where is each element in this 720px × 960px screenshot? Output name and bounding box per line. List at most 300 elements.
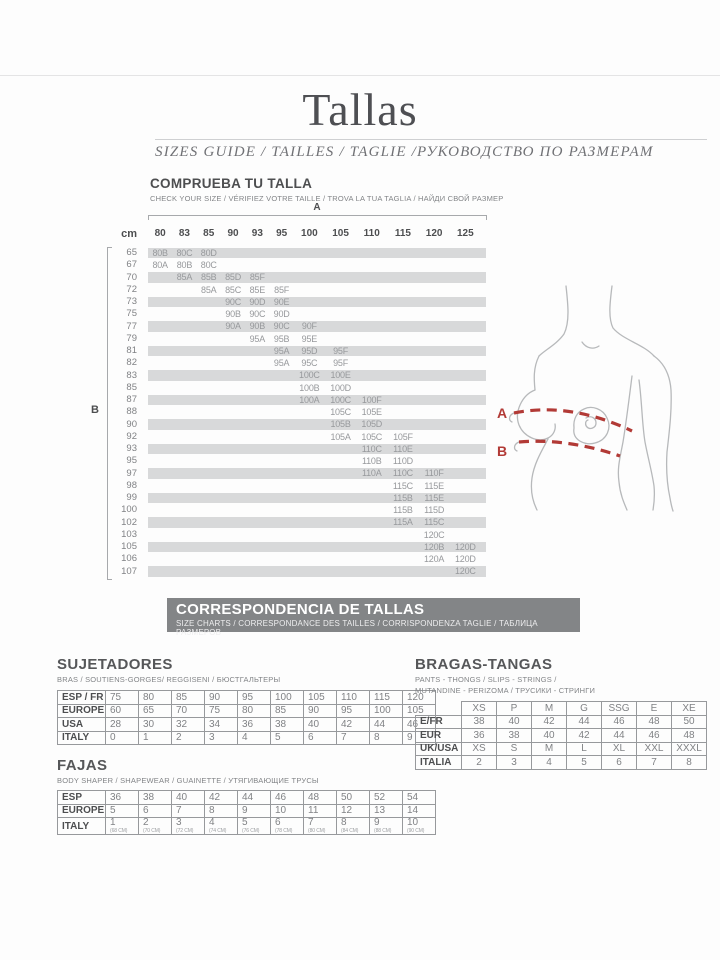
size-cell	[325, 542, 356, 553]
size-cell	[356, 260, 387, 271]
matrix-row-label: 107	[121, 565, 137, 577]
size-cell	[172, 346, 196, 357]
size-cell	[148, 566, 172, 577]
matrix-row-label: 72	[126, 283, 137, 295]
size-cell	[294, 481, 325, 492]
table-value-cell: 90	[205, 691, 238, 705]
table-value-cell: 50	[337, 791, 370, 805]
size-cell	[325, 248, 356, 259]
table-value-cell	[238, 818, 271, 835]
table-row-label: ESP / FR	[58, 691, 106, 705]
matrix-row	[148, 566, 486, 578]
size-cell	[221, 358, 245, 369]
size-cell	[221, 481, 245, 492]
size-cell: 90A	[225, 321, 241, 332]
size-cell	[148, 309, 172, 320]
table-value-cell: 12	[337, 804, 370, 818]
size-cell	[325, 554, 356, 565]
table-value-cell: 52	[370, 791, 403, 805]
size-cell	[387, 260, 418, 271]
size-cell	[172, 481, 196, 492]
matrix-row-label: 81	[126, 345, 137, 356]
size-cell	[245, 395, 269, 406]
size-cell	[197, 456, 221, 467]
size-cell	[197, 505, 221, 516]
size-cell	[269, 260, 293, 271]
matrix-row-label: 87	[126, 394, 137, 405]
table-row-label: ITALY	[58, 731, 106, 745]
size-cell	[387, 554, 418, 565]
size-cell	[356, 248, 387, 259]
size-cell: 90C	[249, 309, 266, 320]
size-cell	[450, 505, 481, 516]
matrix-row-label: 93	[126, 443, 137, 454]
table-value-cell: 65	[139, 704, 172, 718]
size-cell	[356, 566, 387, 577]
table-value-cell: 5	[567, 756, 602, 770]
size-cell: 100D	[330, 382, 351, 393]
table-value-cell: 85	[172, 691, 205, 705]
size-cell	[269, 456, 293, 467]
size-cell	[245, 383, 269, 394]
table-value-cell: L	[567, 742, 602, 756]
size-cell	[197, 432, 221, 443]
size-cell	[172, 517, 196, 528]
matrix-row	[148, 382, 486, 394]
matrix-row-label: 106	[121, 553, 137, 565]
table-value-cell: M	[532, 742, 567, 756]
size-cell	[294, 530, 325, 541]
banner-subtitle: SIZE CHARTS / CORRESPONDANCE DES TAILLES / CORRISPONDENZA TAGLIE / ТАБЛИЦА РАЗМЕРОВ	[176, 619, 538, 637]
matrix-row-label: 65	[126, 247, 137, 258]
size-cell	[245, 248, 269, 259]
size-cell	[221, 530, 245, 541]
size-cell	[245, 260, 269, 271]
size-cell	[450, 260, 481, 271]
size-cell	[419, 383, 450, 394]
size-cell	[197, 346, 221, 357]
size-cell: 105C	[361, 431, 383, 442]
table-row	[58, 791, 436, 805]
size-cell	[387, 248, 418, 259]
pants-size-table	[415, 701, 707, 770]
size-cell: 120A	[424, 554, 445, 565]
size-cell	[245, 481, 269, 492]
size-cell	[172, 321, 196, 332]
cell-value: 10	[407, 817, 419, 828]
table-value-cell: 90	[304, 704, 337, 718]
table-value-cell: 95	[337, 704, 370, 718]
table-value-cell: 3	[497, 756, 532, 770]
cell-value: 4	[209, 817, 215, 828]
cell-value: 9	[374, 817, 380, 828]
size-cell	[221, 419, 245, 430]
size-cell	[450, 285, 481, 296]
table-value-cell: 75	[205, 704, 238, 718]
size-cell	[294, 566, 325, 577]
size-cell	[356, 383, 387, 394]
cell-cm-note: (84 CM)	[341, 828, 359, 834]
size-cell	[294, 505, 325, 516]
matrix-row	[148, 480, 486, 492]
table-header-cell: E	[637, 702, 672, 716]
size-charts-banner	[167, 598, 580, 637]
size-cell: 100A	[299, 394, 320, 405]
matrix-row-label: 97	[126, 467, 137, 479]
size-cell	[419, 297, 450, 308]
matrix-col-header: 95	[276, 228, 288, 239]
size-cell	[269, 566, 293, 577]
size-cell: 90E	[273, 296, 290, 307]
table-value-cell: 80	[139, 691, 172, 705]
size-cell	[356, 517, 387, 528]
table-row	[58, 718, 436, 732]
size-cell	[294, 432, 325, 443]
matrix-row	[148, 284, 486, 296]
size-cell	[245, 358, 269, 369]
size-cell	[197, 444, 221, 455]
size-cell	[197, 481, 221, 492]
table-value-cell: 8	[672, 756, 707, 770]
cell-value: 6	[275, 817, 281, 828]
cell-cm-note: (70 CM)	[143, 828, 161, 834]
size-cell	[148, 432, 172, 443]
size-cell: 90B	[249, 321, 266, 332]
size-cell: 110C	[361, 443, 382, 454]
size-cell	[294, 444, 325, 455]
size-cell: 80C	[200, 260, 217, 271]
table-value-cell: XS	[462, 742, 497, 756]
shapewear-size-table	[57, 790, 436, 835]
size-cell: 80B	[152, 247, 168, 258]
size-cell	[387, 419, 418, 430]
size-cell	[172, 432, 196, 443]
matrix-col-header: 80	[154, 228, 166, 239]
size-cell: 90C	[273, 321, 290, 332]
size-cell: 85A	[201, 284, 217, 295]
size-cell	[356, 334, 387, 345]
size-cell	[172, 493, 196, 504]
table-value-cell: 8	[205, 804, 238, 818]
table-row-label: EUROPE	[58, 704, 106, 718]
size-cell	[450, 456, 481, 467]
size-cell	[356, 321, 387, 332]
table-value-cell: 38	[271, 718, 304, 732]
shapewear-section-subtitle: BODY SHAPER / SHAPEWEAR / GUAINETTE / УТЯГИВАЮЩИЕ ТРУСЫ	[57, 776, 319, 785]
matrix-row	[148, 553, 486, 565]
table-value-cell: 14	[403, 804, 436, 818]
table-value-cell: XL	[602, 742, 637, 756]
size-cell	[197, 530, 221, 541]
size-cell	[148, 456, 172, 467]
size-cell	[148, 493, 172, 504]
table-row	[416, 729, 707, 743]
table-header-cell: M	[532, 702, 567, 716]
table-value-cell: 42	[337, 718, 370, 732]
size-cell	[245, 407, 269, 418]
size-cell	[325, 272, 356, 283]
size-cell	[197, 370, 221, 381]
size-cell	[387, 346, 418, 357]
size-cell	[419, 285, 450, 296]
table-value-cell: 48	[637, 715, 672, 729]
matrix-row	[148, 492, 486, 504]
size-cell	[325, 493, 356, 504]
table-value-cell: 105	[403, 704, 436, 718]
cell-value: 8	[341, 817, 347, 828]
table-value-cell: 36	[462, 729, 497, 743]
table-value-cell: 44	[238, 791, 271, 805]
table-row-label: EUROPE	[58, 804, 106, 818]
size-cell	[245, 530, 269, 541]
table-value-cell: 7	[637, 756, 672, 770]
matrix-row	[148, 370, 486, 382]
size-cell	[172, 395, 196, 406]
size-cell	[450, 272, 481, 283]
page-title: Tallas	[302, 84, 418, 135]
size-cell: 100C	[299, 370, 320, 381]
size-cell	[245, 493, 269, 504]
matrix-axis-b-label: B	[91, 404, 99, 416]
table-row	[416, 715, 707, 729]
size-cell	[269, 505, 293, 516]
size-chart-table	[415, 701, 707, 770]
size-cell	[245, 542, 269, 553]
size-cell	[221, 346, 245, 357]
size-cell	[148, 297, 172, 308]
size-cell	[197, 321, 221, 332]
matrix-row-label: 103	[121, 528, 137, 540]
size-cell	[221, 334, 245, 345]
table-value-cell: 75	[106, 691, 139, 705]
size-cell	[148, 419, 172, 430]
table-value-cell: 44	[370, 718, 403, 732]
table-value-cell: 30	[139, 718, 172, 732]
size-cell: 95D	[301, 345, 318, 356]
matrix-row	[148, 321, 486, 333]
size-cell: 85F	[249, 272, 265, 283]
measurement-lines	[514, 410, 632, 456]
table-value-cell	[172, 818, 205, 835]
table-value-cell	[205, 818, 238, 835]
table-row	[58, 704, 436, 718]
table-header-cell: XE	[672, 702, 707, 716]
size-cell: 85A	[176, 272, 193, 283]
matrix-axis-a-label: A	[313, 202, 321, 213]
table-value-cell	[271, 818, 304, 835]
size-cell: 110B	[361, 456, 382, 467]
size-cell: 95A	[273, 345, 290, 356]
bras-section-title: SUJETADORES	[57, 656, 173, 673]
size-cell	[419, 309, 450, 320]
size-cell: 95A	[273, 358, 290, 369]
cell-value: 2	[143, 817, 149, 828]
size-cell	[172, 468, 196, 479]
size-cell	[294, 260, 325, 271]
size-cell	[172, 358, 196, 369]
size-cell: 120C	[423, 529, 445, 540]
cell-value: 1	[110, 817, 116, 828]
table-value-cell: 34	[205, 718, 238, 732]
size-cell	[450, 419, 481, 430]
matrix-row-labels	[110, 247, 137, 578]
size-cell	[172, 334, 196, 345]
matrix-unit-label: cm	[121, 228, 137, 240]
size-cell	[387, 383, 418, 394]
table-value-cell	[370, 818, 403, 835]
size-cell	[325, 505, 356, 516]
size-cell	[148, 395, 172, 406]
size-cell	[294, 297, 325, 308]
size-cell	[221, 370, 245, 381]
size-cell	[148, 517, 172, 528]
table-value-cell: 5	[271, 731, 304, 745]
size-cell	[269, 530, 293, 541]
matrix-axis-a-bracket	[148, 215, 487, 220]
size-cell	[197, 468, 221, 479]
table-value-cell: 7	[337, 731, 370, 745]
size-cell	[450, 358, 481, 369]
matrix-row-label: 79	[126, 332, 137, 344]
size-cell	[294, 542, 325, 553]
size-cell	[148, 285, 172, 296]
size-cell	[197, 395, 221, 406]
size-cell	[221, 383, 245, 394]
size-cell	[356, 346, 387, 357]
size-cell	[419, 456, 450, 467]
size-cell	[172, 505, 196, 516]
size-cell	[148, 554, 172, 565]
size-cell: 95F	[333, 358, 349, 369]
table-value-cell: 40	[172, 791, 205, 805]
table-header-cell: G	[567, 702, 602, 716]
table-value-cell: 115	[370, 691, 403, 705]
size-cell: 80A	[152, 260, 168, 271]
size-cell	[419, 444, 450, 455]
size-cell	[356, 481, 387, 492]
matrix-row-label: 90	[126, 418, 137, 430]
size-cell: 115A	[393, 517, 413, 528]
matrix-row	[148, 406, 486, 418]
size-cell	[419, 395, 450, 406]
matrix-row-label: 88	[126, 406, 137, 418]
size-cell	[325, 481, 356, 492]
size-cell	[325, 468, 356, 479]
size-cell	[325, 309, 356, 320]
table-value-cell: 9	[238, 804, 271, 818]
torso-outline	[510, 286, 673, 511]
table-value-cell: 46	[403, 718, 436, 732]
table-value-cell: 48	[304, 791, 337, 805]
table-value-cell: 50	[672, 715, 707, 729]
size-cell	[172, 554, 196, 565]
table-value-cell: 42	[205, 791, 238, 805]
size-cell: 115E	[424, 480, 444, 491]
size-cell	[387, 370, 418, 381]
size-cell	[450, 444, 481, 455]
size-cell	[148, 542, 172, 553]
size-chart-table	[57, 690, 436, 745]
size-cell	[172, 370, 196, 381]
size-cell: 90D	[249, 296, 266, 307]
size-cell	[269, 407, 293, 418]
bras-size-table	[57, 690, 436, 745]
matrix-row	[148, 272, 486, 284]
matrix-row-label: 67	[126, 259, 137, 271]
size-cell	[245, 419, 269, 430]
size-cell: 100C	[330, 394, 351, 405]
bras-section-subtitle: BRAS / SOUTIENS-GORGES/ REGGISENI / БЮСТГАЛЬТЕРЫ	[57, 675, 281, 684]
matrix-row-label: 99	[126, 492, 137, 503]
size-cell: 105E	[361, 407, 382, 418]
size-cell	[245, 554, 269, 565]
size-cell	[148, 272, 172, 283]
matrix-row-label: 85	[126, 381, 137, 393]
size-cell	[419, 260, 450, 271]
size-cell	[269, 517, 293, 528]
matrix-row-label: 102	[121, 516, 137, 528]
size-cell	[197, 517, 221, 528]
table-value-cell	[403, 818, 436, 835]
size-cell	[221, 395, 245, 406]
size-cell	[148, 370, 172, 381]
table-row-label: ITALY	[58, 818, 106, 835]
size-cell	[172, 407, 196, 418]
size-cell	[197, 566, 221, 577]
table-row-label: USA	[58, 718, 106, 732]
size-cell: 85B	[201, 272, 217, 283]
size-cell	[387, 309, 418, 320]
size-cell	[269, 554, 293, 565]
table-value-cell: 46	[637, 729, 672, 743]
matrix-row-label: 100	[121, 504, 137, 516]
size-cell	[450, 309, 481, 320]
size-cell	[387, 285, 418, 296]
size-cell: 115B	[393, 505, 413, 516]
matrix-row	[148, 517, 486, 529]
cell-cm-note: (88 CM)	[374, 828, 392, 834]
matrix-row-label: 92	[126, 430, 137, 442]
size-cell: 95F	[333, 345, 349, 356]
size-cell	[419, 419, 450, 430]
size-cell	[450, 370, 481, 381]
size-cell	[325, 566, 356, 577]
size-cell	[269, 493, 293, 504]
table-value-cell: 44	[567, 715, 602, 729]
matrix-row-label: 98	[126, 479, 137, 491]
size-cell	[269, 542, 293, 553]
table-header-cell: P	[497, 702, 532, 716]
check-size-title: COMPRUEBA TU TALLA	[150, 176, 313, 191]
size-cell	[269, 468, 293, 479]
table-value-cell: 3	[205, 731, 238, 745]
matrix-row-label: 83	[126, 369, 137, 381]
size-cell	[325, 517, 356, 528]
size-cell	[197, 542, 221, 553]
table-row	[416, 742, 707, 756]
size-cell	[294, 493, 325, 504]
size-cell	[325, 456, 356, 467]
matrix-row	[148, 468, 486, 480]
table-value-cell: 95	[238, 691, 271, 705]
size-cell	[387, 334, 418, 345]
size-cell	[221, 456, 245, 467]
size-cell	[197, 297, 221, 308]
size-cell	[356, 272, 387, 283]
size-cell	[294, 554, 325, 565]
cell-value: 5	[242, 817, 248, 828]
table-value-cell: 6	[304, 731, 337, 745]
